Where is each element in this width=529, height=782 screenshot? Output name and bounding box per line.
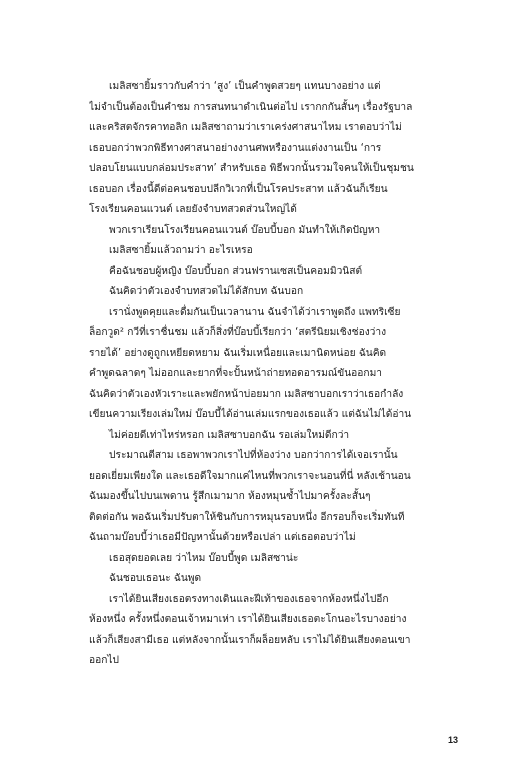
text-line: เมลิสซายิ้มราวกับคำว่า ‘สูง’ เป็นคำพูดสวยๆ แทนบางอย่าง แต่ <box>109 81 381 92</box>
text-line: ฉันชอบเธอนะ ฉันพูด <box>109 573 202 584</box>
text-line: เรานั่งพูดคุยและดื่มกันเป็นเวลานาน ฉันจำได้ว่าเราพูดถึง แพทริเซีย <box>109 306 401 318</box>
text-line: ไม่จำเป็นต้องเป็นคำชม การสนทนาดำเนินต่อไป เรากกกันสั้นๆ เรื่องรัฐบาล <box>89 101 413 113</box>
body-text <box>89 77 444 672</box>
text-line: ออกไป <box>89 655 119 666</box>
text-line: เขียนความเรียงเล่มใหม่ บ๊อบบี้ได้อ่านเล่มแรกของเธอแล้ว แต่ฉันไม่ได้อ่าน <box>89 409 412 420</box>
text-line: แล้วก็เสียงสามีเธอ แต่หลังจากนั้นเราก็ผล็อยหลับ เราไม่ได้ยินเสียงตอนเขา <box>89 634 411 646</box>
text-line: เมลิสซายิ้มแล้วถามว่า อะไรเหรอ <box>109 245 253 256</box>
text-line: เธอสุดยอดเลย ว่าไหม บ๊อบบี้พูด เมลิสซาน่ะ <box>109 552 299 564</box>
text-line: เธอบอกว่าพวกพิธีทางศาสนาอย่างงานศพหรืองานแต่งงานเป็น ‘การ <box>89 142 382 154</box>
text-line: ปลอบโยนแบบกล่อมประสาท’ สำหรับเธอ พิธีพวกนั้นรวมใจคนให้เป็นชุมชน <box>89 163 414 174</box>
text-line: ฉันคิดว่าตัวเองจำบทสวดไม่ได้สักบท ฉันบอก <box>109 286 304 297</box>
text-line: ยอดเยี่ยมเพียงใด และเธอดีใจมากแค่ไหนที่พวกเราจะนอนที่นี่ หลังเช้านอน <box>89 470 411 482</box>
text-line: คำพูดฉลาดๆ ไม่ออกและยากที่จะปั้นหน้าถ่ายทอดอารมณ์ขันออกมา <box>89 368 383 379</box>
text-line: พวกเราเรียนโรงเรียนคอนแวนต์ บ๊อบบี้บอก มันทำให้เกิดปัญหา <box>109 224 381 236</box>
text-line: และคริสตจักรคาทอลิก เมลิสซาถามว่าเราเคร่งศาสนาไหม เราตอบว่าไม่ <box>89 122 402 133</box>
text-line: ติดต่อกัน พอฉันเริ่มปรับตาให้ชินกับการหมุนรอบหนึ่ง อีกรอบก็จะเริ่มทันที <box>89 511 405 523</box>
text-line: โรงเรียนคอนแวนต์ เลยยังจำบทสวดส่วนใหญ่ได้ <box>89 204 297 215</box>
text-line: ล็อกวูด² กวีที่เราชื่นชม แล้วก็สิ่งที่บ๊อบบี้เรียกว่า ‘สตรีนิยมเชิงช่องว่าง <box>89 327 387 338</box>
text-line: ฉันคิดว่าตัวเองหัวเราะและพยักหน้าบ่อยมาก เมลิสซาบอกเราว่าเธอกำลัง <box>89 388 404 400</box>
text-line: เราได้ยินเสียงเธอตรงทางเดินและฝีเท้าของเธอจากห้องหนึ่งไปอีก <box>109 593 389 605</box>
text-line: ประมาณตีสาม เธอพาพวกเราไปที่ห้องว่าง บอกว่าการได้เจอเรานั้น <box>109 450 398 461</box>
text-line: คือฉันชอบผู้หญิง บ๊อบบี้บอก ส่วนฟรานเซสเป็นคอมมิวนิสต์ <box>109 265 363 277</box>
text-line: เธอบอก เรื่องนี้ดีต่อคนชอบปลีกวิเวกที่เป็นโรคประสาท แล้วฉันก็เรียน <box>89 183 388 195</box>
text-line: ห้องหนึ่ง ครั้งหนึ่งตอนเจ้าหมาเห่า เราได้ยินเสียงเธอตะโกนอะไรบางอย่าง <box>89 614 407 625</box>
text-line: ฉันมองขึ้นไปบนเพดาน รู้สึกเมามาก ห้องหมุนซ้ำไปมาครั้งละสั้นๆ <box>89 491 371 502</box>
text-line: ไม่ค่อยดีเท่าไหร่หรอก เมลิสซาบอกฉัน รอเล่มใหม่ดีกว่า <box>109 429 350 441</box>
text-line: ฉันถามบ๊อบบี้ว่าเธอมีปัญหานั้นด้วยหรือเปล่า แต่เธอตอบว่าไม่ <box>89 532 356 543</box>
text-line: รายได้’ อย่างดูถูกเหยียดหยาม ฉันเริ่มเหนื่อยและเมานิดหน่อย ฉันคิด <box>89 347 387 359</box>
page-number: 13 <box>448 735 459 745</box>
